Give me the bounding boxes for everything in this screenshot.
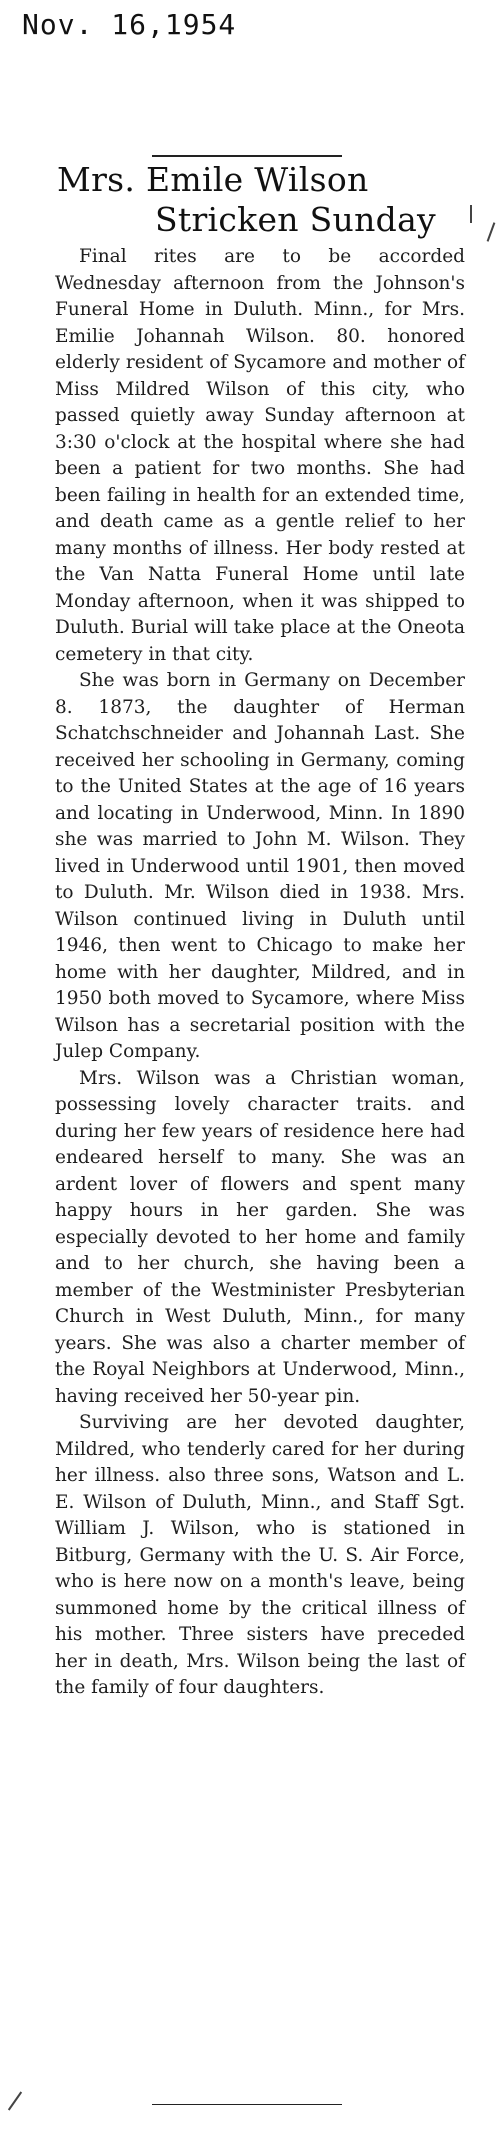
headline-line-2: Stricken Sunday (155, 200, 437, 239)
paragraph-biography: She was born in Germany on December 8. 1873, the daughter of Herman Schatchschneider and Johannah Last. She received her schooling in Germany, coming to the United States at the age of 16 years and locating in Underwood, Minn. In 1890 she was married to John M. Wilson. They lived in Underwood until 1901, then moved to Duluth. Mr. Wilson died in 1938. Mrs. Wilson continued living in Duluth until 1946, then went to Chicago to make her home with her daughter, Mildred, and in 1950 both moved to Sycamore, where Miss Wilson has a secretarial position with the Julep Company. (55, 670, 465, 1062)
bottom-rule (152, 2104, 342, 2105)
article-column (55, 160, 465, 1702)
paragraph-funeral-details: Final rites are to be accorded Wednesday afternoon from the Johnson's Funeral Home in Duluth. Minn., for Mrs. Emilie Johannah Wilson. 80. honored elderly resident of Sycamore and mother of Miss Mildred Wilson of this city, who passed quietly away Sunday afternoon at 3:30 o'clock at the hospital where she had been a patient for two months. She had been failing in health for an extended time, and death came as a gentle relief to her many months of illness. Her body rested at the Van Natta Funeral Home until late Monday afternoon, when it was shipped to Duluth. Burial will take place at the Oneota cemetery in that city. (55, 246, 465, 665)
top-rule (152, 155, 342, 157)
paragraph-character: Mrs. Wilson was a Christian woman, possessing lovely character traits. and during her few years of residence here had endeared herself to many. She was an ardent lover of flowers and spent many happy hours in her garden. She was especially devoted to her home and family and to her church, she having been a member of the Westminister Presbyterian Church in West Duluth, Minn., for many years. She was also a charter member of the Royal Neighbors at Underwood, Minn., having received her 50-year pin. (55, 1067, 465, 1407)
clipping-date: Nov. 16,1954 (22, 8, 237, 41)
headline-line-1: Mrs. Emile Wilson (57, 160, 369, 199)
edge-mark (8, 2091, 22, 2110)
paragraph-survivors: Surviving are her devoted daughter, Mildred, who tenderly cared for her during her illness. also three sons, Watson and L. E. Wilson of Duluth, Minn., and Staff Sgt. William J. Wilson, who is stationed in Bitburg, Germany with the U. S. Air Force, who is here now on a month's leave, being summoned home by the critical illness of his mother. Three sisters have preceded her in death, Mrs. Wilson being the last of the family of four daughters. (55, 1412, 465, 1698)
article-body (55, 244, 465, 1702)
edge-mark (487, 222, 496, 241)
edge-mark (470, 205, 472, 223)
